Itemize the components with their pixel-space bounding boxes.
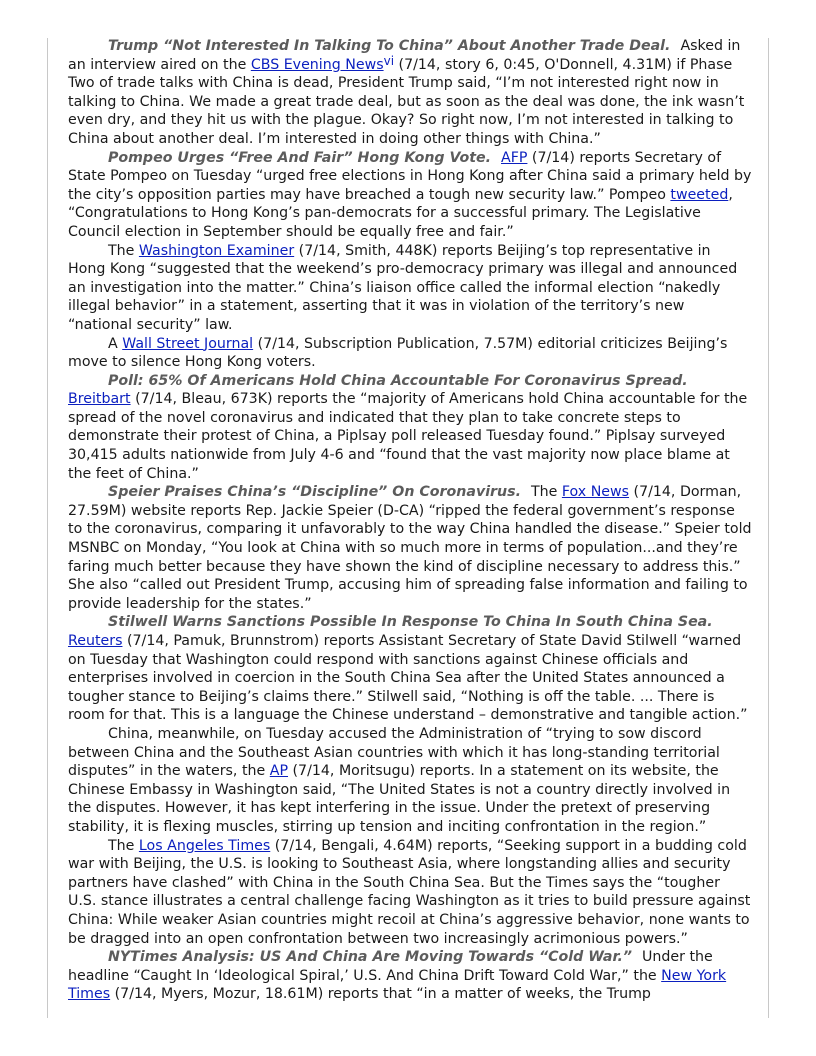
article-paragraph <box>68 242 752 335</box>
article-text: A <box>108 335 123 352</box>
article-paragraph <box>68 725 752 837</box>
article-headline: Trump “Not Interested In Talking To China” About Another Trade Deal. <box>108 38 671 54</box>
article-text: , “Congratulations to Hong Kong’s pan-democrats for a successful primary. The Legislative Council election in September should be equally free and fair.” <box>68 186 733 240</box>
source-link-washington-examiner[interactable]: Washington Examiner <box>138 242 295 259</box>
article-text: (7/14, Subscription Publication, 7.57M) editorial criticizes Beijing’s move to silence Hong Kong voters. <box>68 335 728 371</box>
article-text: (7/14, story 6, 0:45, O'Donnell, 4.31M) if Phase Two of trade talks with China is dead, President Trump said, “I’m not interested right now in talking to China. We made a great trade deal, but as soon as the deal was done, the ink wasn’t even dry, and they hit us with the plague. Okay? So right now, I’m not interested in talking to China about another deal. I’m interested in doing other things with China.” <box>68 56 745 147</box>
source-link-los-angeles-times[interactable]: Los Angeles Times <box>138 837 271 854</box>
source-link-wall-street-journal[interactable]: Wall Street Journal <box>122 335 254 352</box>
source-link-cbs-evening-news[interactable]: CBS Evening News <box>250 56 384 73</box>
article-text: The <box>530 484 562 501</box>
article-paragraph <box>68 37 752 149</box>
source-link-reuters[interactable]: Reuters <box>68 633 123 649</box>
article-paragraph <box>68 613 752 725</box>
source-link-breitbart[interactable]: Breitbart <box>68 391 131 408</box>
article-text: The <box>108 837 139 854</box>
source-link-ap[interactable]: AP <box>269 763 289 780</box>
article-paragraph <box>68 335 752 372</box>
article-text: The <box>108 242 139 259</box>
article-paragraph <box>68 483 752 613</box>
article-text: China, meanwhile, on Tuesday accused the Administration of “trying to sow discord between China and the Southeast Asian countries with which it has long-standing territorial disputes” in the waters, the <box>68 725 720 780</box>
left-margin-rule <box>47 38 48 1018</box>
article-headline: NYTimes Analysis: US And China Are Moving Towards “Cold War.” <box>108 949 632 966</box>
right-margin-rule <box>768 38 769 1018</box>
article-text: (7/14, Moritsugu) reports. In a statement on its website, the Chinese Embassy in Washington said, “The United States is not a country directly involved in the disputes. However, it has kept interfering in the issue. Under the pretext of preserving stability, it is flexing muscles, stirring up tension and inciting confrontation in the region.” <box>68 763 731 835</box>
source-link-tweeted[interactable]: tweeted <box>670 186 729 203</box>
footnote-marker[interactable]: vi <box>383 53 395 68</box>
article-headline: Speier Praises China’s “Discipline” On Coronavirus. <box>108 484 521 501</box>
article-text: Asked in an interview aired on the <box>68 38 741 73</box>
article-headline: Stilwell Warns Sanctions Possible In Response To China In South China Sea. <box>108 614 713 631</box>
article-text: (7/14, Bleau, 673K) reports the “majority of Americans hold China accountable for the spread of the novel coronavirus and indicated that they plan to take concrete steps to demonstrate their protest of China, a Piplsay poll released Tuesday found.” Piplsay surveyed 30,415 adults nationwide from July 4-6 and “found that the vast majority now place blame at the feet of China.” <box>68 391 748 482</box>
article-text: (7/14, Pamuk, Brunnstrom) reports Assistant Secretary of State David Stilwell “warned on Tuesday that Washington could respond with sanctions against Chinese officials and enterprises involved in coercion in the South China Sea after the United States announced a tougher stance to Beijing’s claims there.” Stilwell said, “Nothing is off the table. ... There is room for that. This is a language the Chinese understand – demonstrative and tangible action.” <box>68 633 748 724</box>
article-headline: Pompeo Urges “Free And Fair” Hong Kong Vote. <box>108 149 491 166</box>
article-text: (7/14, Bengali, 4.64M) reports, “Seeking support in a budding cold war with Beijing, the U.S. is looking to Southeast Asia, where longstanding allies and security partners have clashed” with China in the South China Sea. But the Times says the “tougher U.S. stance illustrates a central challenge facing Washington as it tries to build pressure against China: While weaker Asian countries might recoil at China’s aggressive behavior, none wants to be dragged into an open confrontation between two increasingly acrimonious powers.” <box>68 837 751 947</box>
source-link-new-york-times[interactable]: New York Times <box>68 967 727 1003</box>
article-paragraph <box>68 372 752 484</box>
article-text: Under the headline “Caught In ‘Ideological Spiral,’ U.S. And China Drift Toward Cold War,” the <box>68 949 713 984</box>
article-paragraph <box>68 149 752 242</box>
news-briefing-page <box>68 37 752 1004</box>
article-text: (7/14, Dorman, 27.59M) website reports Rep. Jackie Speier (D-CA) “ripped the federal government’s response to the coronavirus, comparing it unfavorably to the way China handled the disease.” Speier told MSNBC on Monday, “You look at China with so much more in terms of population...and they’re faring much better because they have shown the kind of discipline necessary to address this.” She also “called out President Trump, accusing him of spreading false information and failing to provide leadership for the states.” <box>68 484 752 612</box>
article-text: (7/14, Myers, Mozur, 18.61M) reports that “in a matter of weeks, the Trump <box>110 986 651 1003</box>
article-paragraph <box>68 948 752 1004</box>
article-text: (7/14, Smith, 448K) reports Beijing’s top representative in Hong Kong “suggested that the weekend’s pro-democracy primary was illegal and announced an investigation into the matter.” China’s liaison office called the informal election “nakedly illegal behavior” in a statement, asserting that it was in violation of the territory’s new “national security” law. <box>68 242 738 333</box>
article-text: (7/14) reports Secretary of State Pompeo on Tuesday “urged free elections in Hong Kong after China said a primary held by the city’s opposition parties may have breached a tough new security law.” Pompeo <box>68 149 752 203</box>
source-link-afp[interactable]: AFP <box>501 149 528 166</box>
article-headline: Poll: 65% Of Americans Hold China Accountable For Coronavirus Spread. <box>108 372 688 389</box>
article-paragraph <box>68 837 752 949</box>
source-link-fox-news[interactable]: Fox News <box>561 484 630 501</box>
